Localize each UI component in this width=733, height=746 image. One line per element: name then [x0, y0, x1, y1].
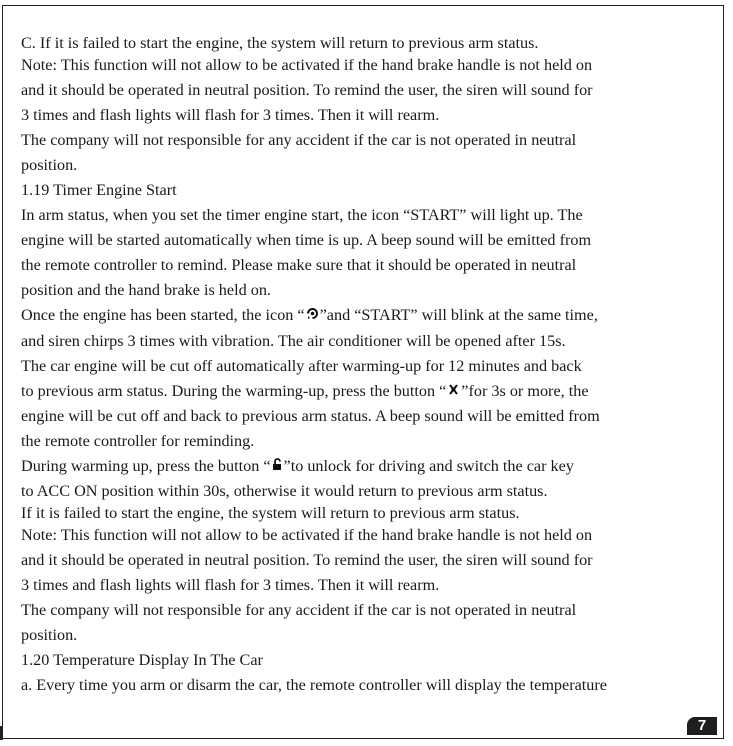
- text-line: [21, 303, 721, 328]
- unlock-icon: [271, 455, 284, 480]
- text-line: [21, 454, 721, 479]
- text-line: engine will be started automatically when time is up. A beep sound will be emitted from: [21, 231, 592, 250]
- section-heading: 1.20 Temperature Display In The Car: [21, 651, 263, 670]
- text-line: a. Every time you arm or disarm the car, the remote controller will display the temperature: [21, 676, 607, 695]
- text-line: Note: This function will not allow to be activated if the hand brake handle is not held on: [21, 525, 593, 544]
- edge-mark: [0, 726, 3, 740]
- text-fragment: Once the engine has been started, the icon “: [21, 306, 305, 325]
- text-line: If it is failed to start the engine, the system will return to previous arm status.: [21, 504, 520, 523]
- text-line: and siren chirps 3 times with vibration. The air conditioner will be opened after 15s.: [21, 331, 566, 350]
- text-fragment: ”for 3s or more, the: [461, 381, 589, 400]
- page-number: 7: [687, 717, 717, 735]
- text-line: Note: This function will not allow to be activated if the hand brake handle is not held on: [21, 55, 593, 74]
- text-line: position.: [21, 626, 78, 645]
- text-line: The company will not responsible for any accident if the car is not operated in neutral: [21, 130, 577, 149]
- text-fragment: During warming up, press the button “: [21, 457, 271, 475]
- text-fragment: ”to unlock for driving and switch the car key: [283, 457, 574, 475]
- text-line: the remote controller for reminding.: [21, 431, 255, 450]
- text-fragment: to previous arm status. During the warming-up, press the button “: [21, 381, 447, 400]
- section-heading: 1.19 Timer Engine Start: [21, 180, 177, 199]
- text-line: engine will be cut off and back to previous arm status. A beep sound will be emitted from: [21, 406, 600, 425]
- text-line: The car engine will be cut off automatically after warming-up for 12 minutes and back: [21, 356, 582, 375]
- text-line: The company will not responsible for any accident if the car is not operated in neutral: [21, 600, 577, 619]
- text-line: position and the hand brake is held on.: [21, 281, 271, 300]
- engine-off-icon: [446, 380, 461, 405]
- text-line: the remote controller to remind. Please make sure that it should be operated in neutral: [21, 256, 577, 275]
- page-body: [21, 34, 721, 698]
- text-line: 3 times and flash lights will flash for 3 times. Then it will rearm.: [21, 575, 440, 594]
- text-line: In arm status, when you set the timer engine start, the icon “START” will light up. The: [21, 206, 583, 225]
- text-line: and it should be operated in neutral position. To remind the user, the siren will sound for: [21, 80, 593, 99]
- text-line: position.: [21, 155, 78, 174]
- engine-icon: [305, 304, 320, 329]
- text-line: 3 times and flash lights will flash for 3 times. Then it will rearm.: [21, 105, 440, 124]
- text-line: and it should be operated in neutral position. To remind the user, the siren will sound for: [21, 550, 593, 569]
- text-line: C. If it is failed to start the engine, the system will return to previous arm status.: [21, 34, 539, 52]
- text-fragment: ”and “START” will blink at the same time,: [319, 306, 598, 325]
- text-line: [21, 379, 721, 404]
- manual-page: [2, 5, 724, 739]
- text-line: to ACC ON position within 30s, otherwise it would return to previous arm status.: [21, 482, 548, 501]
